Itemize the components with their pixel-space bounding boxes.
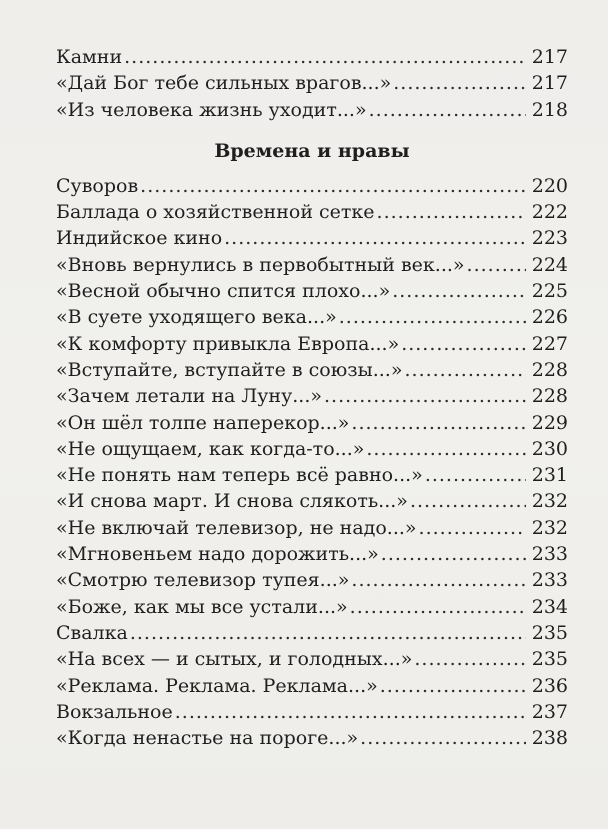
toc-entry	[56, 199, 568, 225]
toc-entry	[56, 488, 568, 514]
toc-entry-title: «Смотрю телевизор тупея...»	[56, 569, 350, 592]
toc-dot-leader	[425, 462, 526, 488]
toc-entry-page: 235	[531, 648, 568, 671]
toc-dot-leader	[366, 436, 526, 462]
toc-entry	[56, 252, 568, 278]
table-of-contents	[56, 44, 568, 751]
toc-entry-page: 220	[531, 174, 568, 197]
toc-dot-leader	[393, 70, 526, 96]
toc-dot-leader	[369, 97, 526, 123]
toc-entry	[56, 97, 568, 123]
toc-entry	[56, 646, 568, 672]
toc-section-entries	[56, 173, 568, 752]
toc-entry	[56, 278, 568, 304]
toc-entry-page: 231	[531, 464, 568, 487]
toc-entry-page: 228	[531, 385, 568, 408]
toc-dot-leader	[392, 278, 526, 304]
toc-entry	[56, 70, 568, 96]
toc-entry	[56, 462, 568, 488]
toc-entry	[56, 225, 568, 251]
toc-entry-title: «Зачем летали на Луну...»	[56, 385, 322, 408]
toc-entry	[56, 515, 568, 541]
toc-entry	[56, 410, 568, 436]
toc-entry-title: Камни	[56, 46, 123, 68]
toc-dot-leader	[360, 725, 526, 751]
toc-entry-title: Суворов	[56, 174, 139, 197]
toc-entry	[56, 699, 568, 725]
toc-entry-title: «Не включай телевизор, не надо...»	[56, 516, 417, 539]
toc-entry	[56, 44, 568, 70]
toc-entry-page: 224	[531, 253, 568, 276]
section-heading: Времена и нравы	[214, 139, 410, 162]
toc-dot-leader	[404, 357, 526, 383]
toc-dot-leader	[410, 488, 526, 514]
toc-entry-title: «Боже, как мы все устали...»	[56, 595, 348, 618]
toc-entry-title: «Не понять нам теперь всё равно...»	[56, 464, 423, 487]
toc-entry	[56, 173, 568, 199]
toc-entry	[56, 594, 568, 620]
toc-entry	[56, 436, 568, 462]
toc-dot-leader	[377, 199, 526, 225]
toc-entry-page: 235	[531, 621, 568, 644]
toc-dot-leader	[401, 331, 526, 357]
toc-entry	[56, 383, 568, 409]
toc-entry-title: «Когда ненастье на пороге...»	[56, 727, 359, 750]
toc-dot-leader	[130, 620, 526, 646]
toc-entry-page: 233	[531, 569, 568, 592]
toc-dot-leader	[350, 594, 526, 620]
toc-entry-page: 237	[531, 700, 568, 723]
toc-dot-leader	[140, 173, 526, 199]
toc-dot-leader	[224, 225, 526, 251]
toc-entry-title: «К комфорту привыкла Европа...»	[56, 332, 400, 355]
toc-entry-page: 225	[531, 280, 568, 303]
toc-entry-page: 238	[531, 727, 568, 750]
toc-entry-page: 223	[531, 227, 568, 250]
toc-entry-title: «Реклама. Реклама. Реклама...»	[56, 674, 378, 697]
toc-entry-title: Индийское кино	[56, 227, 223, 250]
toc-entry-page: 232	[531, 516, 568, 539]
toc-dot-leader	[419, 515, 526, 541]
toc-entry-title: Вокзальное	[56, 700, 173, 723]
toc-dot-leader	[351, 567, 526, 593]
toc-entry-page: 226	[531, 306, 568, 329]
toc-entry	[56, 541, 568, 567]
toc-entry	[56, 357, 568, 383]
toc-entry-title: «Дай Бог тебе сильных врагов...»	[56, 72, 392, 95]
toc-dot-leader	[124, 44, 526, 70]
toc-dot-leader	[175, 699, 526, 725]
toc-entry-page: 228	[531, 358, 568, 381]
toc-entry-title: Свалка	[56, 621, 128, 644]
toc-entry-title: «В суете уходящего века...»	[56, 306, 337, 329]
toc-dot-leader	[381, 541, 526, 567]
toc-dot-leader	[324, 383, 526, 409]
toc-entry	[56, 673, 568, 699]
toc-dot-leader	[339, 304, 526, 330]
toc-entry-title: «Из человека жизнь уходит...»	[56, 98, 367, 121]
toc-entry-title: «Он шёл толпе наперекор...»	[56, 411, 350, 434]
toc-dot-leader	[467, 252, 526, 278]
toc-entry-page: 233	[531, 543, 568, 566]
toc-entry	[56, 567, 568, 593]
toc-entry	[56, 331, 568, 357]
toc-entry-title: «И снова март. И снова слякоть...»	[56, 490, 408, 513]
toc-entry-page: 218	[531, 98, 568, 121]
toc-entry-title: «Не ощущаем, как когда-то...»	[56, 437, 365, 460]
toc-entry-page: 227	[531, 332, 568, 355]
toc-dot-leader	[351, 410, 526, 436]
toc-entry-title: Баллада о хозяйственной сетке	[56, 201, 375, 224]
toc-entry	[56, 725, 568, 751]
toc-entry-page: 217	[531, 72, 568, 95]
toc-entry-page: 222	[531, 201, 568, 224]
toc-entry-page: 232	[531, 490, 568, 513]
toc-dot-leader	[414, 646, 526, 672]
toc-entry-page: 217	[531, 46, 568, 68]
toc-entry	[56, 620, 568, 646]
toc-entry-title: «Весной обычно спится плохо...»	[56, 280, 391, 303]
toc-entry-page: 234	[531, 595, 568, 618]
toc-entry-title: «На всех — и сытых, и голодных...»	[56, 648, 413, 671]
toc-entry	[56, 304, 568, 330]
toc-dot-leader	[380, 673, 526, 699]
toc-entry-title: «Вступайте, вступайте в союзы...»	[56, 358, 403, 381]
toc-entry-page: 236	[531, 674, 568, 697]
toc-entry-page: 229	[531, 411, 568, 434]
toc-entry-title: «Вновь вернулись в первобытный век...»	[56, 253, 465, 276]
toc-entry-title: «Мгновеньем надо дорожить...»	[56, 543, 379, 566]
toc-entry-page: 230	[531, 437, 568, 460]
toc-top-entries	[56, 44, 568, 123]
